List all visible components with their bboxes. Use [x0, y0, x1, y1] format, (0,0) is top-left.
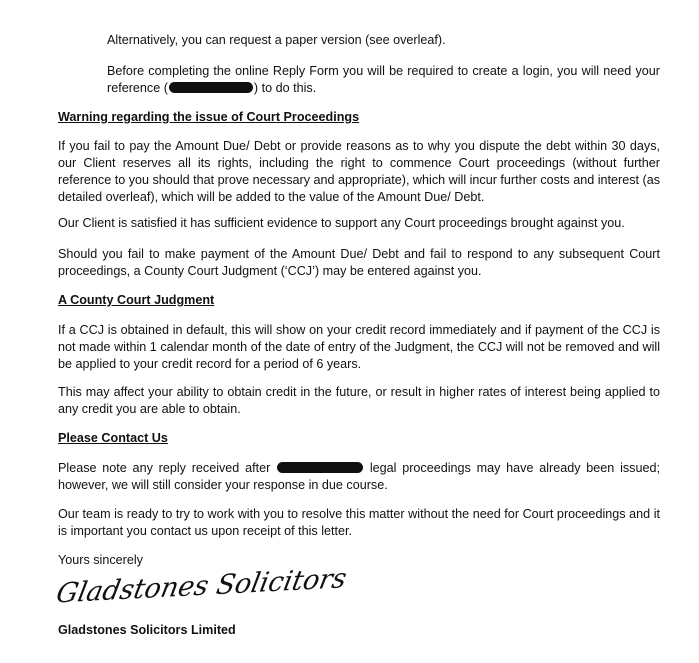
ccj-paragraph-2: This may affect your ability to obtain credit in the future, or result in higher rates of interest being applied to any credit you are able to obtain.	[58, 385, 660, 416]
contact-paragraph-2: Our team is ready to try to work with you to resolve this matter without the need for Court proceedings and it is important you contact us upon receipt of this letter.	[58, 507, 660, 538]
contact-heading: Please Contact Us	[58, 431, 168, 445]
handwritten-signature	[53, 563, 350, 616]
warning-paragraph-1: If you fail to pay the Amount Due/ Debt or provide reasons as to why you dispute the debt within 30 days, our Client reserves all its rights, including the right to commence Court proceedings (without further reference to you should that prove necessary and appropriate), which will incur further costs and interest (as detailed overleaf), which will be added to the value of the Amount Due/ Debt.	[58, 139, 661, 204]
redacted-date	[277, 462, 363, 473]
login-instructions: Before completing the online Reply Form you will be required to create a login, you will need your reference ( ) to do this.	[107, 64, 660, 95]
company-name: Gladstones Solicitors Limited	[58, 623, 236, 637]
closing-text: Yours sincerely	[58, 553, 143, 567]
ccj-heading: A County Court Judgment	[58, 293, 215, 307]
redacted-reference	[169, 82, 253, 93]
warning-paragraph-2: Our Client is satisfied it has sufficient evidence to support any Court proceedings brought against you.	[58, 216, 625, 230]
warning-heading: Warning regarding the issue of Court Proceedings	[58, 110, 360, 124]
warning-paragraph-3: Should you fail to make payment of the Amount Due/ Debt and fail to respond to any subsequent Court proceedings, a County Court Judgment (‘CCJ’) may be entered against you.	[58, 247, 660, 278]
ccj-paragraph-1: If a CCJ is obtained in default, this will show on your credit record immediately and if payment of the CCJ is not made within 1 calendar month of the date of entry of the Judgment, the CCJ will not be removed and will be applied to your credit record for a period of 6 years.	[58, 323, 660, 371]
paper-version-text: Alternatively, you can request a paper version (see overleaf).	[107, 33, 446, 47]
svg-text:Gladstones Solicitors: Gladstones Solicitors	[53, 563, 350, 610]
contact-paragraph-1: Please note any reply received after legal proceedings may have already been issued; however, we will still consider your response in due course.	[58, 461, 660, 492]
